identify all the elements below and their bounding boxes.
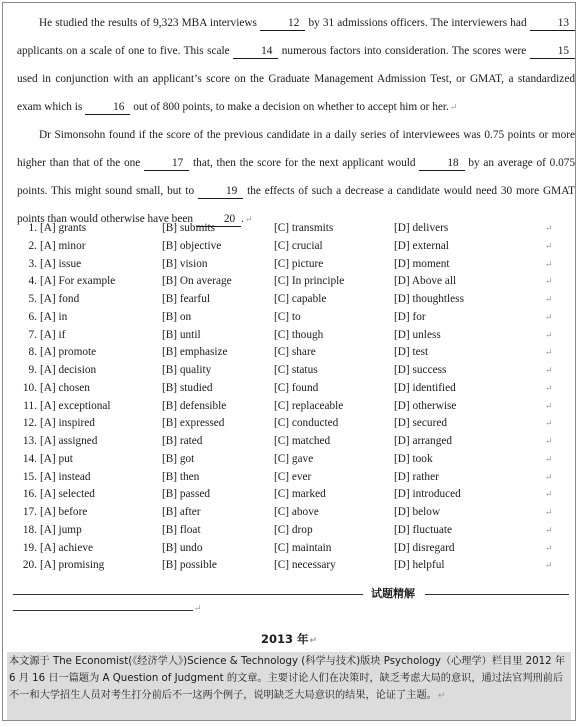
option-a: [A] selected: [40, 488, 95, 501]
paragraph-1: [17, 9, 575, 121]
option-row: [21, 256, 571, 274]
section-divider: [13, 587, 569, 601]
option-d: [D] external: [394, 239, 449, 252]
option-c: [C] conducted: [274, 417, 339, 430]
option-row: [21, 486, 571, 504]
paragraph-mark-icon: ↵: [437, 691, 446, 701]
passage: [17, 9, 575, 233]
option-c: [C] transmits: [274, 222, 334, 234]
paragraph-mark-icon: ↵: [545, 471, 553, 482]
paragraph-mark-icon: ↵: [545, 329, 553, 340]
option-c: [C] necessary: [274, 559, 336, 572]
question-number: 13.: [22, 435, 37, 447]
option-row: [21, 327, 571, 345]
sentence: by 31 admissions officers. The interviewers had: [308, 17, 527, 29]
option-c: [C] share: [274, 346, 316, 359]
option-b: [B] float: [162, 523, 201, 536]
blank-15: 15: [530, 45, 575, 59]
option-b: [B] expressed: [162, 417, 225, 430]
option-b: [B] possible: [162, 559, 217, 572]
option-row: [21, 291, 571, 309]
paragraph-mark-icon: ↵: [545, 453, 553, 464]
question-number: 8.: [28, 346, 37, 359]
option-a: [A] before: [40, 506, 88, 518]
option-b: [B] quality: [162, 364, 212, 376]
option-a: [A] jump: [40, 523, 82, 536]
option-b: [B] vision: [162, 257, 208, 270]
option-b: [B] submits: [162, 222, 216, 234]
sentence: Dr Simonsohn found if the score of the previous candidate in a daily series of interviewees was 0.75 points or more higher than that of the one: [17, 129, 575, 169]
option-a: [A] chosen: [40, 381, 90, 394]
question-number: 1.: [28, 222, 37, 234]
paragraph-mark-icon: ↵: [244, 214, 253, 224]
question-number: 11.: [23, 399, 37, 412]
question-number: 12.: [22, 417, 37, 430]
option-a: [A] grants: [40, 222, 87, 234]
option-d: [D] helpful: [394, 559, 445, 572]
option-row: [21, 238, 571, 256]
blank-16: 16: [85, 101, 130, 115]
blank-20: 20: [196, 213, 241, 227]
option-b: [B] fearful: [162, 293, 210, 305]
paragraph-mark-icon: ↵: [545, 223, 553, 233]
option-d: [D] delivers: [394, 222, 449, 234]
sentence: applicants on a scale of one to five. This scale: [17, 45, 230, 57]
blank-18: 18: [419, 157, 464, 171]
option-b: [B] objective: [162, 239, 222, 252]
question-number: 15.: [22, 470, 37, 483]
option-row: [21, 469, 571, 487]
option-d: [D] moment: [394, 257, 450, 270]
option-d: [D] rather: [394, 470, 439, 483]
option-c: [C] above: [274, 506, 319, 518]
option-c: [C] status: [274, 364, 318, 376]
option-a: [A] assigned: [40, 435, 98, 447]
paragraph-mark-icon: ↵: [545, 542, 553, 553]
option-a: [A] if: [40, 328, 66, 341]
option-d: [D] fluctuate: [394, 523, 453, 536]
option-row: [21, 433, 571, 451]
sentence: .: [241, 213, 244, 225]
question-number: 6.: [28, 310, 37, 323]
option-d: [D] identified: [394, 381, 456, 394]
question-number: 20.: [22, 559, 37, 572]
sentence: used in conjunction with an applicant’s score on the Graduate Management Admission Test, or GMAT, a standardized exam which is: [17, 73, 575, 113]
option-a: [A] achieve: [40, 541, 93, 554]
question-number: 7.: [28, 328, 37, 341]
blank-13: 13: [530, 17, 575, 31]
answer-options: [21, 220, 571, 575]
paragraph-mark-icon: ↵: [545, 276, 553, 287]
option-b: [B] then: [162, 470, 200, 483]
option-d: [D] secured: [394, 417, 448, 430]
option-a: [A] instead: [40, 470, 91, 483]
option-b: [B] emphasize: [162, 346, 228, 359]
paragraph-mark-icon: ↵: [545, 507, 553, 517]
paragraph-mark-icon: ↵: [309, 636, 318, 646]
option-c: [C] to: [274, 310, 301, 323]
option-d: [D] below: [394, 506, 441, 518]
option-c: [C] found: [274, 381, 319, 394]
option-row: [21, 220, 571, 238]
divider-line: [13, 610, 193, 611]
option-b: [B] rated: [162, 435, 203, 447]
option-b: [B] after: [162, 506, 201, 518]
option-d: [D] unless: [394, 328, 441, 341]
option-c: [C] capable: [274, 293, 327, 305]
paragraph-mark-icon: ↵: [545, 240, 553, 251]
sentence: out of 800 points, to make a decision on whether to accept him or her.: [133, 101, 449, 113]
blank-14: 14: [233, 45, 278, 59]
option-a: [A] promising: [40, 559, 105, 572]
option-row: [21, 398, 571, 416]
summary-paragraph: [7, 652, 571, 720]
paragraph-mark-icon: ↵: [545, 418, 553, 429]
option-c: [C] maintain: [274, 541, 332, 554]
option-d: [D] took: [394, 452, 433, 465]
option-d: [D] introduced: [394, 488, 461, 501]
option-d: [D] success: [394, 364, 447, 376]
option-a: [A] decision: [40, 364, 97, 376]
option-d: [D] thoughtless: [394, 293, 464, 305]
option-row: [21, 415, 571, 433]
option-d: [D] arranged: [394, 435, 453, 447]
option-c: [C] picture: [274, 257, 324, 270]
question-number: 9.: [28, 364, 37, 376]
paragraph-mark-icon: ↵: [545, 489, 553, 500]
option-b: [B] studied: [162, 381, 213, 394]
paragraph-mark-icon: ↵: [545, 347, 553, 358]
option-a: [A] fond: [40, 293, 80, 305]
option-b: [B] got: [162, 452, 195, 465]
option-a: [A] in: [40, 310, 68, 323]
paragraph-2: [17, 121, 575, 233]
sentence: He studied the results of 9,323 MBA interviews: [39, 17, 257, 29]
paragraph-mark-icon: ↵: [545, 400, 553, 411]
option-a: [A] promote: [40, 346, 97, 359]
option-c: [C] In principle: [274, 275, 345, 288]
blank-19: 19: [198, 185, 243, 199]
option-c: [C] matched: [274, 435, 331, 447]
sentence: by an average of 0.075 points. This might sound small, but to: [17, 157, 576, 197]
question-number: 5.: [28, 293, 37, 305]
paragraph-mark-icon: ↵: [545, 382, 553, 393]
option-row: [21, 540, 571, 558]
option-row: [21, 309, 571, 327]
paragraph-mark-icon: ↵: [449, 102, 458, 112]
question-number: 10.: [22, 381, 37, 394]
option-c: [C] marked: [274, 488, 326, 501]
question-number: 3.: [28, 257, 37, 270]
option-a: [A] exceptional: [40, 399, 111, 412]
option-a: [A] inspired: [40, 417, 95, 430]
paragraph-mark-icon: ↵: [545, 294, 553, 304]
option-row: [21, 451, 571, 469]
question-number: 17.: [22, 506, 37, 518]
year-heading-text: 2013 年: [260, 632, 309, 646]
sentence: numerous factors into consideration. The scores were: [281, 45, 527, 57]
paragraph-mark-icon: ↵: [545, 524, 553, 535]
option-c: [C] replaceable: [274, 399, 344, 412]
option-b: [B] undo: [162, 541, 203, 554]
option-c: [C] gave: [274, 452, 314, 465]
option-row: [21, 344, 571, 362]
option-d: [D] disregard: [394, 541, 455, 554]
option-b: [B] passed: [162, 488, 211, 501]
paragraph-mark-icon: ↵: [545, 560, 553, 571]
option-c: [C] ever: [274, 470, 312, 483]
year-heading: [3, 631, 575, 647]
option-row: [21, 522, 571, 540]
option-row: [21, 273, 571, 291]
blank-17: 17: [144, 157, 189, 171]
option-b: [B] on: [162, 310, 192, 323]
option-b: [B] defensible: [162, 399, 227, 412]
option-a: [A] put: [40, 452, 73, 465]
paragraph-mark-icon: ↵: [545, 365, 553, 375]
question-number: 2.: [28, 239, 37, 252]
option-c: [C] though: [274, 328, 324, 341]
paragraph-mark-icon: ↵: [545, 258, 553, 269]
question-number: 16.: [22, 488, 37, 501]
sentence: that, then the score for the next applicant would: [193, 157, 416, 169]
option-row: [21, 504, 571, 522]
option-d: [D] Above all: [394, 275, 457, 288]
option-c: [C] crucial: [274, 239, 323, 252]
option-a: [A] For example: [40, 275, 116, 288]
question-number: 4.: [28, 275, 37, 288]
option-d: [D] for: [394, 310, 426, 323]
question-number: 18.: [22, 523, 37, 536]
sentence: the effects of such a decrease a candidate would need 30 more GMAT points than would otherwise have been: [17, 185, 575, 225]
option-c: [C] drop: [274, 523, 313, 536]
option-d: [D] test: [394, 346, 429, 359]
option-row: [21, 557, 571, 575]
option-a: [A] issue: [40, 257, 82, 270]
summary-text: 本文源于 The Economist(《经济学人》)Science & Technology (科学与技术)版块 Psychology（心理学）栏目里 2012 年 6 月 16 日一篇题为 A Question of Judgment 的文章。主要讨论人们在决策时，缺乏考虑大局的意识，通过法官判刑前后不一和大学招生人员对考生打分前后不一这两个例子，说明缺乏大局意识的结果，论证了主题。: [9, 656, 566, 701]
paragraph-mark-icon: ↵: [545, 311, 553, 322]
section-title: 试题精解: [368, 587, 418, 601]
blank-12: 12: [260, 17, 305, 31]
option-row: [21, 362, 571, 380]
option-a: [A] minor: [40, 239, 86, 252]
question-number: 14.: [22, 452, 37, 465]
question-number: 19.: [22, 541, 37, 554]
option-b: [B] until: [162, 328, 201, 341]
document-page: [2, 2, 576, 721]
option-d: [D] otherwise: [394, 399, 457, 412]
option-row: [21, 380, 571, 398]
option-b: [B] On average: [162, 275, 232, 288]
paragraph-mark-icon: ↵: [194, 603, 202, 613]
paragraph-mark-icon: ↵: [545, 436, 553, 446]
